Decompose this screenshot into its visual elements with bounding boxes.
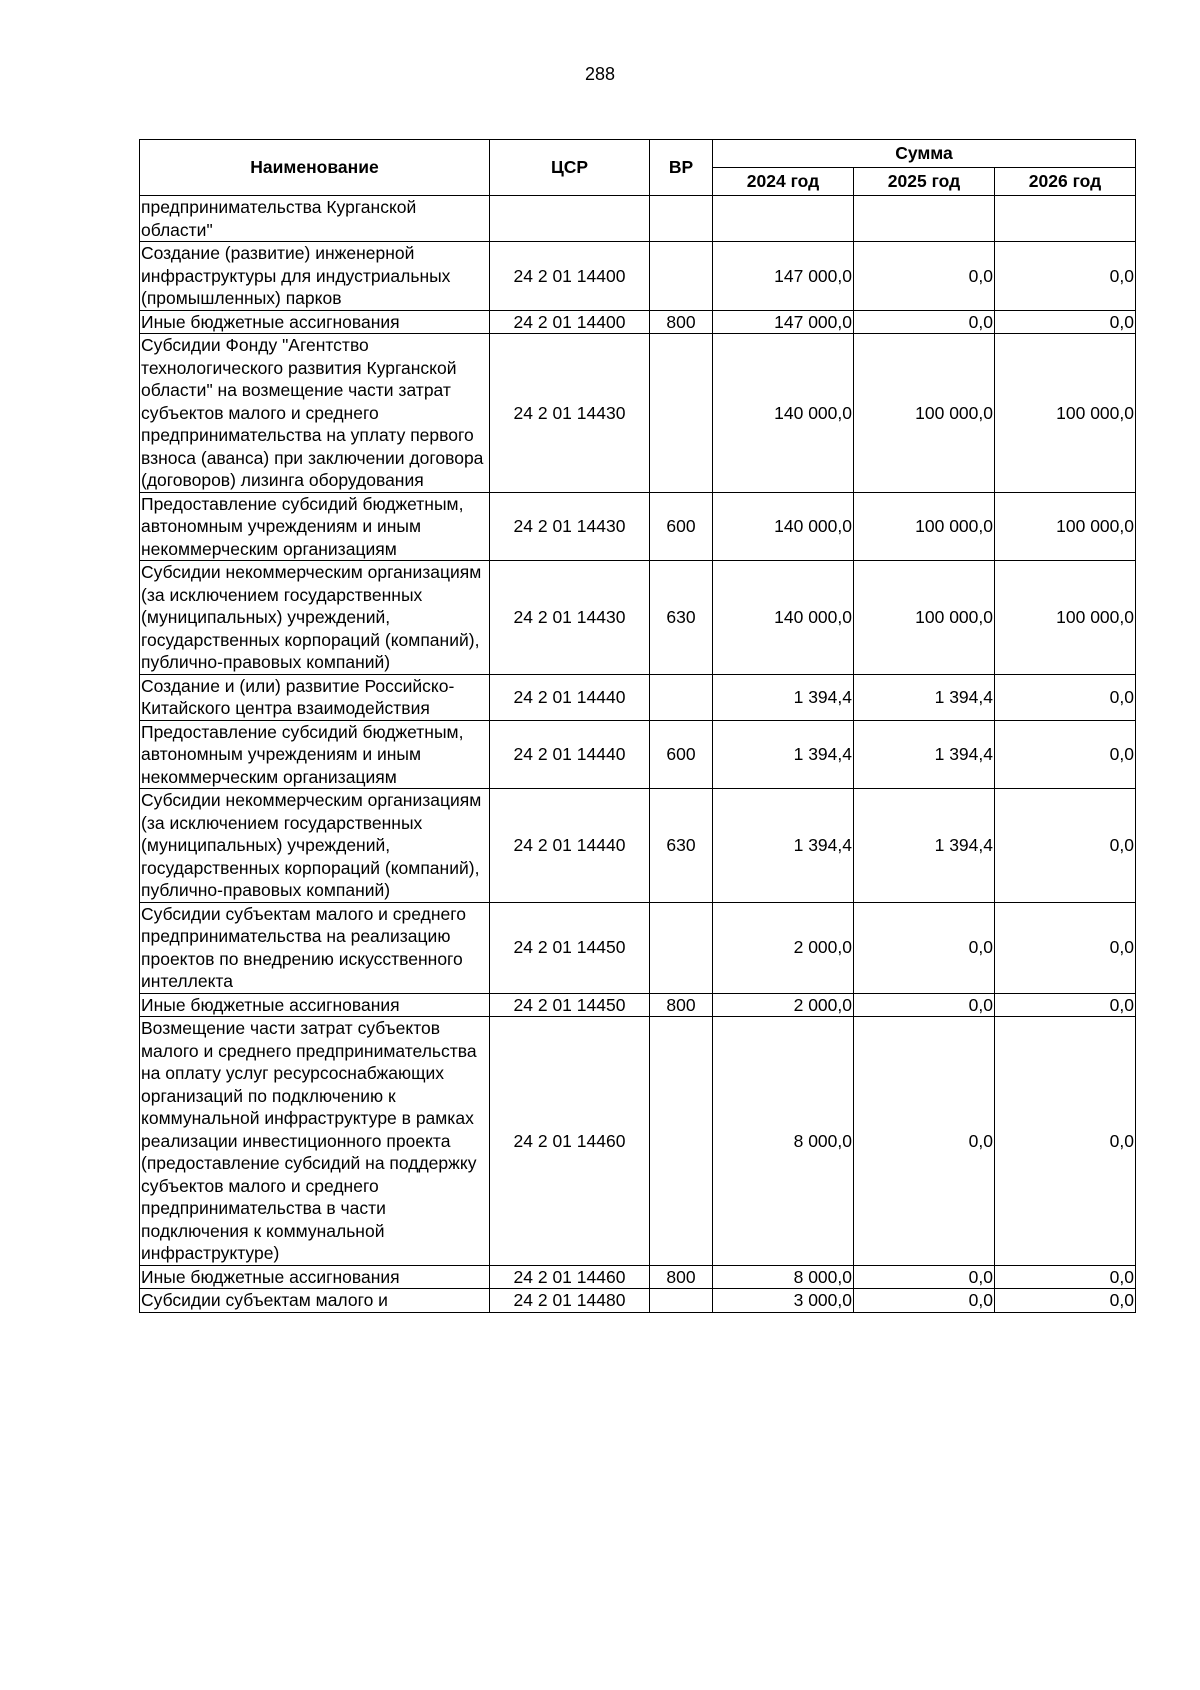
row-2024-cell (713, 196, 854, 242)
row-2026-cell: 0,0 (995, 902, 1136, 993)
row-2025-cell: 0,0 (854, 1265, 995, 1289)
header-vr: ВР (650, 140, 713, 196)
row-vr-cell (650, 902, 713, 993)
row-name-cell: Создание (развитие) инженерной инфраструктуры для индустриальных (промышленных) парков (140, 242, 490, 311)
row-2026-cell: 0,0 (995, 789, 1136, 903)
row-csr-cell: 24 2 01 14430 (490, 492, 650, 561)
row-2024-cell: 147 000,0 (713, 310, 854, 334)
row-name-cell: Иные бюджетные ассигнования (140, 310, 490, 334)
row-2026-cell: 100 000,0 (995, 334, 1136, 493)
row-2025-cell: 0,0 (854, 242, 995, 311)
row-csr-cell: 24 2 01 14430 (490, 334, 650, 493)
table-row (140, 310, 1136, 334)
row-csr-cell: 24 2 01 14440 (490, 720, 650, 789)
row-2024-cell: 3 000,0 (713, 1289, 854, 1313)
row-name-cell: Создание и (или) развитие Российско-Китайского центра взаимодействия (140, 674, 490, 720)
header-year-2026: 2026 год (995, 168, 1136, 196)
table-row (140, 561, 1136, 675)
row-vr-cell: 800 (650, 993, 713, 1017)
table-row (140, 789, 1136, 903)
row-vr-cell (650, 196, 713, 242)
row-csr-cell: 24 2 01 14460 (490, 1265, 650, 1289)
row-2025-cell: 100 000,0 (854, 334, 995, 493)
row-name-cell: Предоставление субсидий бюджетным, автономным учреждениям и иным некоммерческим организациям (140, 720, 490, 789)
row-vr-cell (650, 334, 713, 493)
table-row (140, 1289, 1136, 1313)
row-vr-cell (650, 674, 713, 720)
row-2024-cell: 147 000,0 (713, 242, 854, 311)
row-name-cell: Субсидии субъектам малого и среднего предпринимательства на реализацию проектов по внедрению искусственного интеллекта (140, 902, 490, 993)
row-2024-cell: 1 394,4 (713, 720, 854, 789)
row-vr-cell: 600 (650, 720, 713, 789)
row-2026-cell: 100 000,0 (995, 492, 1136, 561)
row-2026-cell: 0,0 (995, 720, 1136, 789)
row-2026-cell: 0,0 (995, 310, 1136, 334)
row-2026-cell (995, 196, 1136, 242)
row-2026-cell: 0,0 (995, 1289, 1136, 1313)
table-body (140, 196, 1136, 1313)
row-2026-cell: 0,0 (995, 1265, 1136, 1289)
row-2025-cell: 100 000,0 (854, 492, 995, 561)
row-2025-cell: 0,0 (854, 993, 995, 1017)
row-2025-cell: 1 394,4 (854, 720, 995, 789)
row-2025-cell: 0,0 (854, 1017, 995, 1266)
row-2024-cell: 140 000,0 (713, 492, 854, 561)
row-vr-cell: 800 (650, 1265, 713, 1289)
row-csr-cell: 24 2 01 14440 (490, 789, 650, 903)
row-2025-cell (854, 196, 995, 242)
row-name-cell: Субсидии некоммерческим организациям (за исключением государственных (муниципальных) учреждений, государственных корпораций (компаний), публично-правовых компаний) (140, 561, 490, 675)
row-2025-cell: 0,0 (854, 310, 995, 334)
row-2024-cell: 8 000,0 (713, 1265, 854, 1289)
row-csr-cell: 24 2 01 14430 (490, 561, 650, 675)
row-csr-cell: 24 2 01 14400 (490, 310, 650, 334)
row-csr-cell: 24 2 01 14450 (490, 993, 650, 1017)
header-year-2024: 2024 год (713, 168, 854, 196)
row-name-cell: предпринимательства Курганской области" (140, 196, 490, 242)
table-row (140, 1017, 1136, 1266)
table-row (140, 993, 1136, 1017)
row-csr-cell: 24 2 01 14450 (490, 902, 650, 993)
row-vr-cell: 630 (650, 789, 713, 903)
row-2024-cell: 1 394,4 (713, 674, 854, 720)
row-csr-cell: 24 2 01 14460 (490, 1017, 650, 1266)
row-2026-cell: 0,0 (995, 1017, 1136, 1266)
row-2024-cell: 2 000,0 (713, 902, 854, 993)
row-csr-cell (490, 196, 650, 242)
header-sum: Сумма (713, 140, 1136, 168)
table-row (140, 1265, 1136, 1289)
row-name-cell: Возмещение части затрат субъектов малого и среднего предпринимательства на оплату услуг ресурсоснабжающих организаций по подключению к коммунальной инфраструктуре в рамках реализации инвестиционного проекта (предоставление субсидий на поддержку субъектов малого и среднего предпринимательства в части подключения к коммунальной инфраструктуре) (140, 1017, 490, 1266)
row-name-cell: Субсидии субъектам малого и (140, 1289, 490, 1313)
row-2024-cell: 140 000,0 (713, 561, 854, 675)
page-number: 288 (584, 64, 616, 84)
row-vr-cell (650, 242, 713, 311)
table-row (140, 334, 1136, 493)
table-row (140, 492, 1136, 561)
row-vr-cell: 630 (650, 561, 713, 675)
budget-table (139, 139, 1136, 1313)
row-name-cell: Предоставление субсидий бюджетным, автономным учреждениям и иным некоммерческим организациям (140, 492, 490, 561)
row-2026-cell: 0,0 (995, 242, 1136, 311)
row-name-cell: Иные бюджетные ассигнования (140, 1265, 490, 1289)
row-2024-cell: 1 394,4 (713, 789, 854, 903)
row-name-cell: Иные бюджетные ассигнования (140, 993, 490, 1017)
header-year-2025: 2025 год (854, 168, 995, 196)
table-row (140, 242, 1136, 311)
row-csr-cell: 24 2 01 14480 (490, 1289, 650, 1313)
row-vr-cell (650, 1017, 713, 1266)
row-name-cell: Субсидии некоммерческим организациям (за исключением государственных (муниципальных) учреждений, государственных корпораций (компаний), публично-правовых компаний) (140, 789, 490, 903)
row-vr-cell: 600 (650, 492, 713, 561)
row-2024-cell: 140 000,0 (713, 334, 854, 493)
row-2026-cell: 0,0 (995, 993, 1136, 1017)
row-csr-cell: 24 2 01 14400 (490, 242, 650, 311)
row-2025-cell: 0,0 (854, 902, 995, 993)
row-2025-cell: 0,0 (854, 1289, 995, 1313)
row-vr-cell (650, 1289, 713, 1313)
header-name: Наименование (140, 140, 490, 196)
row-2025-cell: 1 394,4 (854, 789, 995, 903)
row-2024-cell: 8 000,0 (713, 1017, 854, 1266)
table-row (140, 902, 1136, 993)
table-row (140, 674, 1136, 720)
row-2025-cell: 1 394,4 (854, 674, 995, 720)
row-2026-cell: 100 000,0 (995, 561, 1136, 675)
row-csr-cell: 24 2 01 14440 (490, 674, 650, 720)
row-2024-cell: 2 000,0 (713, 993, 854, 1017)
row-2025-cell: 100 000,0 (854, 561, 995, 675)
table-row (140, 196, 1136, 242)
header-csr: ЦСР (490, 140, 650, 196)
row-vr-cell: 800 (650, 310, 713, 334)
row-2026-cell: 0,0 (995, 674, 1136, 720)
table-row (140, 720, 1136, 789)
row-name-cell: Субсидии Фонду "Агентство технологического развития Курганской области" на возмещение части затрат субъектов малого и среднего предпринимательства на уплату первого взноса (аванса) при заключении договора (договоров) лизинга оборудования (140, 334, 490, 493)
